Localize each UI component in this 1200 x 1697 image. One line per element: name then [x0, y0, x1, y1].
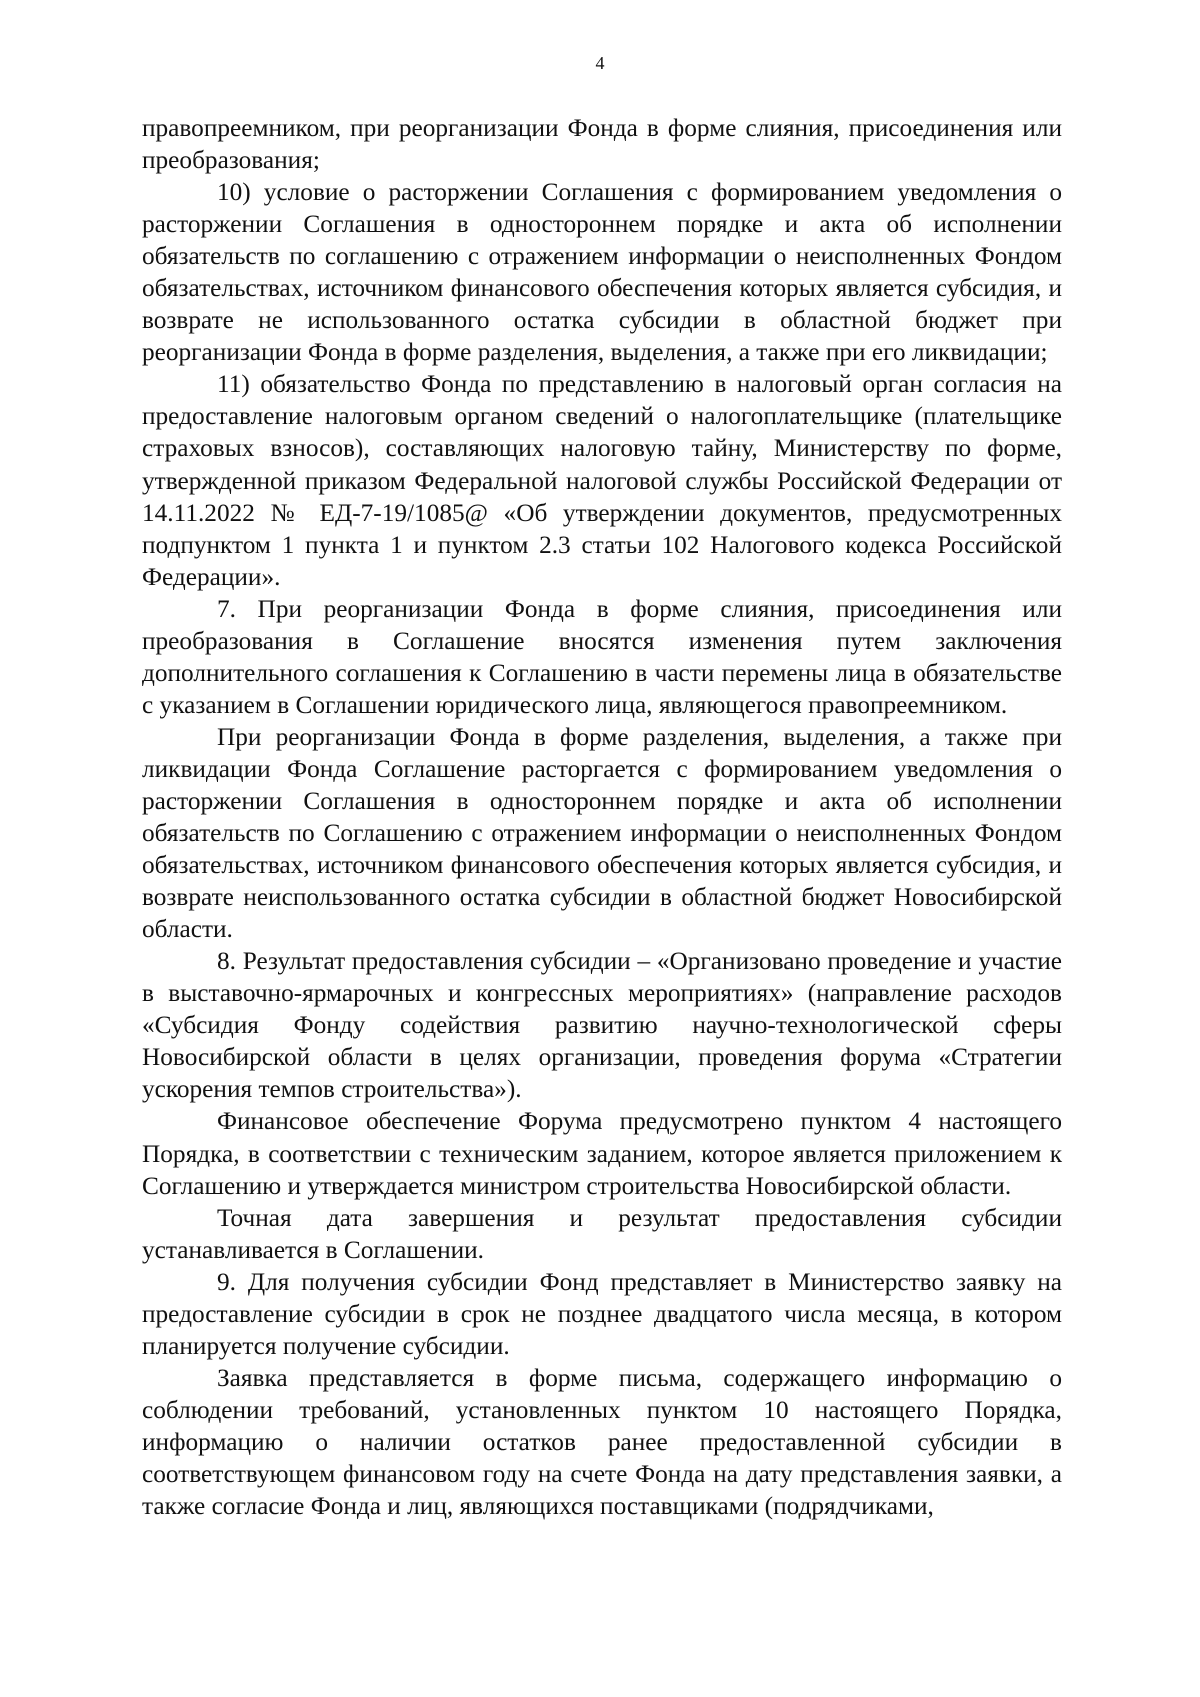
paragraph-continuation: правопреемником, при реорганизации Фонда в форме слияния, присоединения или преобразования; — [142, 114, 1062, 175]
page-number: 4 — [595, 53, 605, 73]
paragraph-clause-9-application: Заявка представляется в форме письма, содержащего информацию о соблюдении требований, установленных пунктом 10 настоящего Порядка, информацию о наличии остатков ранее предоставленной субсидии в соответствующем финансовом году на счете Фонда на дату представления заявки, а также согласие Фонда и лиц, являющихся поставщиками (подрядчиками, — [142, 1363, 1062, 1521]
paragraph-item-11: 11) обязательство Фонда по представлению в налоговый орган согласия на предоставление налоговым органом сведений о налогоплательщике (плательщике страховых взносов), составляющих налоговую тайну, Министерству по форме, утвержденной приказом Федеральной налоговой службы Российской Федерации от 14.11.2022 № ЕД-7-19/1085@ «Об утверждении документов, предусмотренных подпунктом 1 пункта 1 и пунктом 2.3 статьи 102 Налогового кодекса Российской Федерации». — [142, 370, 1062, 591]
paragraph-clause-7-liquidation: При реорганизации Фонда в форме разделения, выделения, а также при ликвидации Фонда Соглашение расторгается с формированием уведомления о расторжении Соглашения в одностороннем порядке и акта об исполнении обязательств по Соглашению с отражением информации о неисполненных Фондом обязательствах, источником финансового обеспечения которых является субсидия, и возврате неиспользованного остатка субсидии в областной бюджет Новосибирской области. — [142, 722, 1062, 944]
paragraph-clause-7: 7. При реорганизации Фонда в форме слияния, присоединения или преобразования в Соглашение вносятся изменения путем заключения дополнительного соглашения к Соглашению в части перемены лица в обязательстве с указанием в Соглашении юридического лица, являющегося правопреемником. — [142, 594, 1062, 719]
paragraph-clause-8-date: Точная дата завершения и результат предоставления субсидии устанавливается в Соглашении. — [142, 1203, 1062, 1264]
paragraph-clause-9: 9. Для получения субсидии Фонд представляет в Министерство заявку на предоставление субсидии в срок не позднее двадцатого числа месяца, в котором планируется получение субсидии. — [142, 1267, 1062, 1360]
document-body — [142, 112, 1062, 1522]
paragraph-item-10: 10) условие о расторжении Соглашения с формированием уведомления о расторжении Соглашения в одностороннем порядке и акта об исполнении обязательств по соглашению с отражением информации о неисполненных Фондом обязательствах, источником финансового обеспечения которых является субсидия, и возврате не использованного остатка субсидии в областной бюджет при реорганизации Фонда в форме разделения, выделения, а также при его ликвидации; — [142, 178, 1062, 367]
paragraph-clause-8-financing: Финансовое обеспечение Форума предусмотрено пунктом 4 настоящего Порядка, в соответствии с техническим заданием, которое является приложением к Соглашению и утверждается министром строительства Новосибирской области. — [142, 1107, 1062, 1200]
paragraph-clause-8: 8. Результат предоставления субсидии – «Организовано проведение и участие в выставочно-ярмарочных и конгрессных мероприятиях» (направление расходов «Субсидия Фонду содействия развитию научно-технологической сферы Новосибирской области в целях организации, проведения форума «Стратегии ускорения темпов строительства»). — [142, 947, 1062, 1104]
